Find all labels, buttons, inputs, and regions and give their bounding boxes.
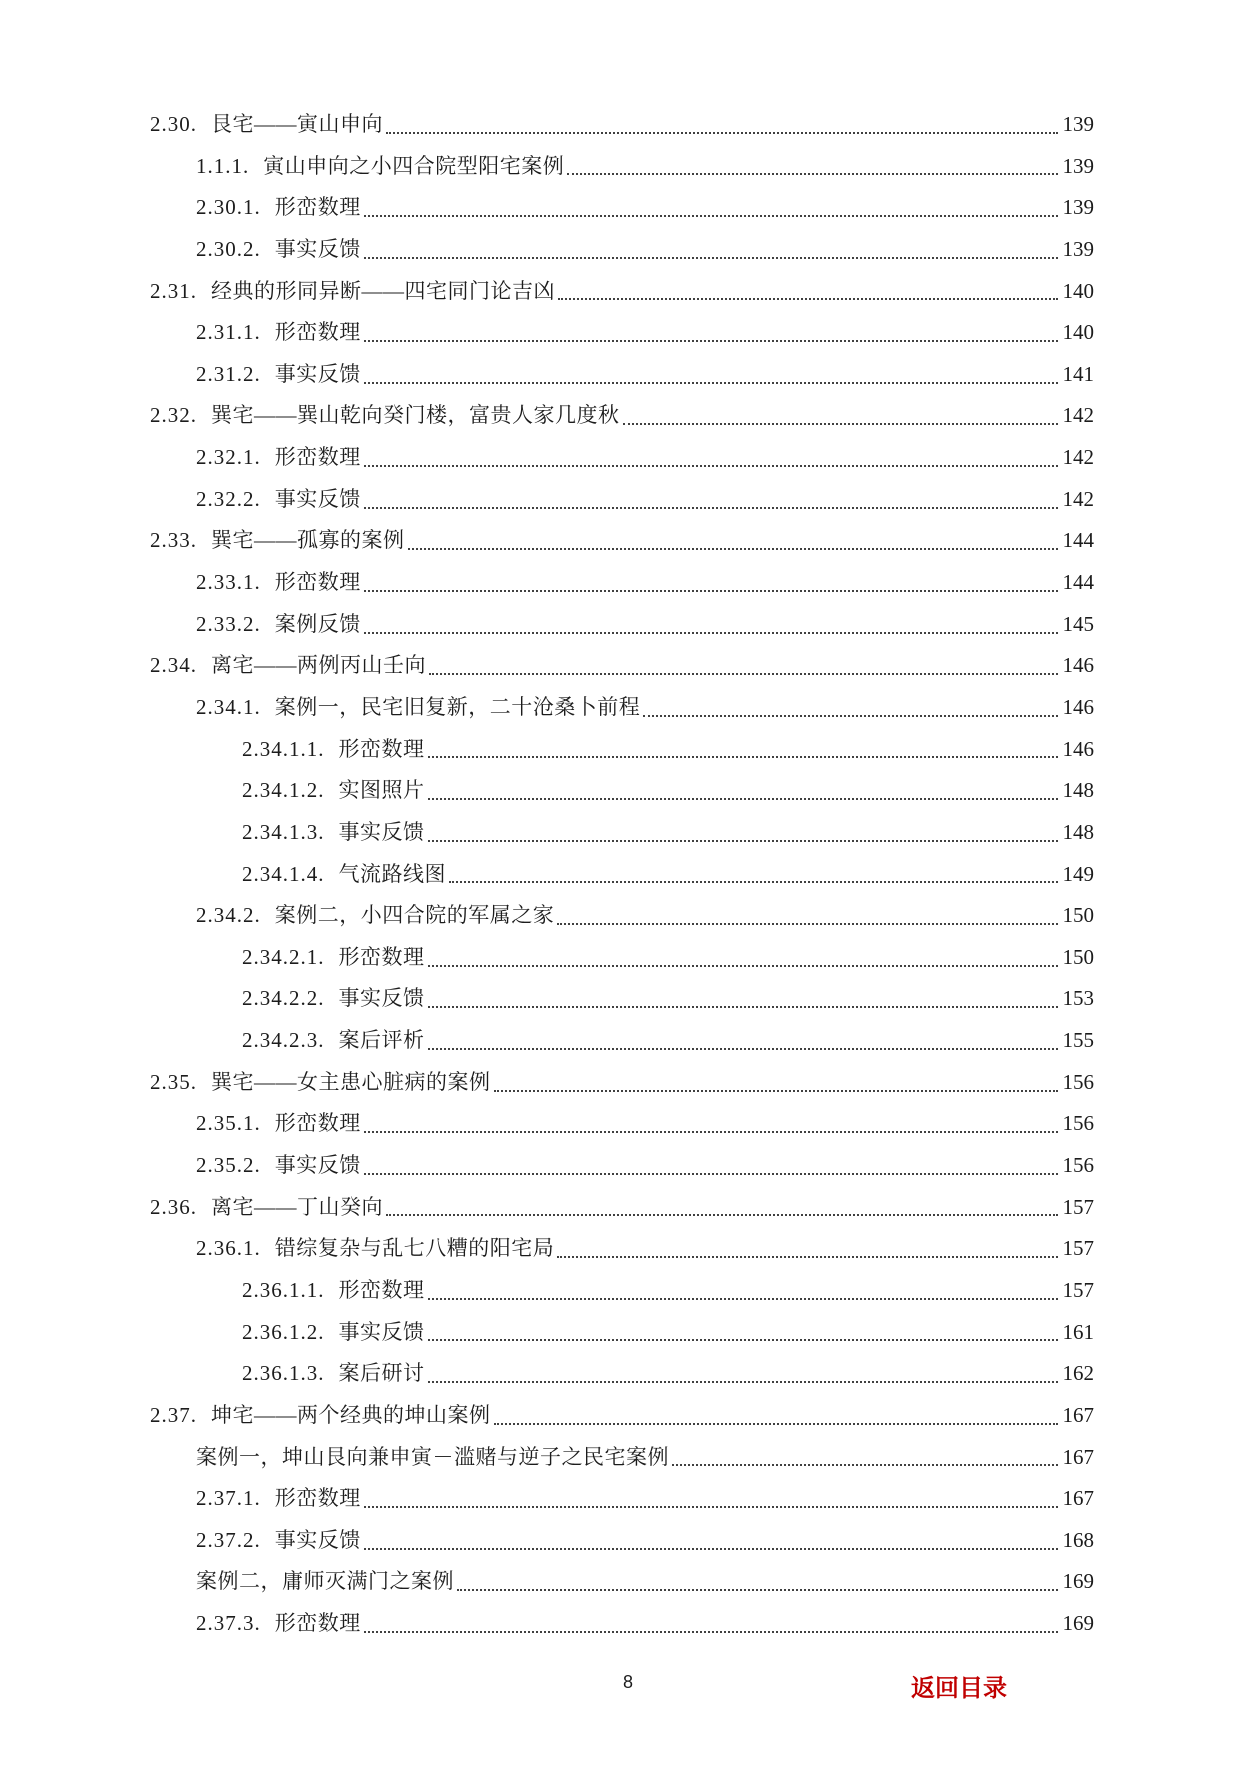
toc-entry[interactable] <box>150 1603 1094 1645</box>
toc-entry[interactable] <box>150 520 1094 562</box>
toc-entry-title: 案例一，民宅旧复新，二十沧桑卜前程 <box>274 694 641 719</box>
toc-entry[interactable] <box>150 895 1094 937</box>
toc-entry[interactable] <box>150 1145 1094 1187</box>
dot-leader <box>494 1090 1058 1092</box>
toc-entry[interactable] <box>150 1437 1094 1479</box>
dot-leader <box>557 1256 1057 1258</box>
toc-entry-page: 142 <box>1062 445 1094 470</box>
toc-entry[interactable] <box>150 1270 1094 1312</box>
toc-entry-page: 169 <box>1062 1611 1094 1636</box>
toc-entry[interactable] <box>150 1228 1094 1270</box>
toc-entry-page: 140 <box>1062 320 1094 345</box>
dot-leader <box>494 1423 1058 1425</box>
toc-entry-number: 2.34.2.1. <box>242 944 325 969</box>
toc-entry-page: 150 <box>1062 944 1094 969</box>
toc-entry-number: 2.37.3. <box>196 1611 261 1636</box>
toc-entry-page: 169 <box>1062 1569 1094 1594</box>
toc-entry-number: 2.31.2. <box>196 361 261 386</box>
toc-entry-title: 经典的形同异断——四宅同门论吉凶 <box>211 278 555 303</box>
toc-entry-number: 2.37. <box>150 1402 197 1427</box>
toc-entry[interactable] <box>150 812 1094 854</box>
toc-entry[interactable] <box>150 1353 1094 1395</box>
toc-entry-number: 2.30.2. <box>196 236 261 261</box>
toc-entry-page: 142 <box>1062 486 1094 511</box>
toc-entry-title: 事实反馈 <box>274 361 361 386</box>
dot-leader <box>364 215 1058 217</box>
dot-leader <box>386 1214 1058 1216</box>
toc-entry-title: 事实反馈 <box>338 986 425 1011</box>
dot-leader <box>364 257 1058 259</box>
toc-entry[interactable] <box>150 645 1094 687</box>
dot-leader <box>429 673 1058 675</box>
toc-entry-title: 案后评析 <box>338 1028 425 1053</box>
toc-entry-page: 139 <box>1062 112 1094 136</box>
toc-entry[interactable] <box>150 978 1094 1020</box>
toc-entry-page: 149 <box>1062 861 1094 886</box>
toc-entry[interactable] <box>150 687 1094 729</box>
toc-entry-title: 形峦数理 <box>274 570 361 595</box>
toc-entry-number: 2.34.1.4. <box>242 861 325 886</box>
toc-entry-page: 157 <box>1062 1194 1094 1219</box>
dot-leader <box>428 756 1058 758</box>
dot-leader <box>364 1506 1058 1508</box>
toc-entry-number: 2.36. <box>150 1194 197 1219</box>
toc-entry-number: 2.36.1.2. <box>242 1319 325 1344</box>
toc-entry-page: 148 <box>1062 819 1094 844</box>
toc-entry-number: 2.32. <box>150 403 197 428</box>
toc-entry[interactable] <box>150 604 1094 646</box>
toc-entry[interactable] <box>150 729 1094 771</box>
toc-entry[interactable] <box>150 1187 1094 1229</box>
back-to-toc-link[interactable]: 返回目录 <box>911 1675 1007 1702</box>
dot-leader <box>428 840 1058 842</box>
toc-entry-page: 162 <box>1062 1361 1094 1386</box>
toc-entry-title: 巽宅——巽山乾向癸门楼，富贵人家几度秋 <box>211 403 620 428</box>
toc-entry-number: 2.34.1.3. <box>242 819 325 844</box>
toc-entry[interactable] <box>150 104 1094 146</box>
toc-entry-title: 形峦数理 <box>338 1277 425 1302</box>
toc-entry[interactable] <box>150 395 1094 437</box>
toc-entry[interactable] <box>150 1062 1094 1104</box>
toc-entry-page: 139 <box>1062 153 1094 178</box>
toc-entry-number: 2.31. <box>150 278 197 303</box>
toc-entry-title: 形峦数理 <box>274 195 361 220</box>
toc-entry-page: 141 <box>1062 361 1094 386</box>
toc-entry-title: 案例一，坤山艮向兼申寅－滥赌与逆子之民宅案例 <box>196 1444 669 1469</box>
toc-entry-title: 案后研讨 <box>338 1361 425 1386</box>
dot-leader <box>557 923 1057 925</box>
dot-leader <box>428 1006 1058 1008</box>
toc-entry-page: 168 <box>1062 1527 1094 1552</box>
dot-leader <box>428 1381 1058 1383</box>
toc-entry-number: 2.34.2. <box>196 903 261 928</box>
toc-entry-title: 案例二，小四合院的军属之家 <box>274 903 555 928</box>
toc-entry-number: 2.31.1. <box>196 320 261 345</box>
toc-entry[interactable] <box>150 437 1094 479</box>
toc-entry-page: 146 <box>1062 736 1094 761</box>
toc-entry-page: 155 <box>1062 1028 1094 1053</box>
dot-leader <box>364 1131 1058 1133</box>
toc-entry-title: 离宅——丁山癸向 <box>211 1194 383 1219</box>
toc-entry[interactable] <box>150 1020 1094 1062</box>
toc-entry-title: 坤宅——两个经典的坤山案例 <box>211 1402 491 1427</box>
toc-entry[interactable] <box>150 354 1094 396</box>
toc-entry-number: 2.34.1.1. <box>242 736 325 761</box>
toc-entry-number: 2.34.2.3. <box>242 1028 325 1053</box>
toc-entry-page: 157 <box>1062 1236 1094 1261</box>
dot-leader <box>364 1631 1058 1633</box>
dot-leader <box>428 798 1058 800</box>
toc-entry-title: 实图照片 <box>338 778 425 803</box>
toc-entry[interactable] <box>150 1478 1094 1520</box>
toc-entry-page: 161 <box>1062 1319 1094 1344</box>
toc-entry[interactable] <box>150 937 1094 979</box>
toc-entry-page: 156 <box>1062 1111 1094 1136</box>
toc-entry-page: 157 <box>1062 1277 1094 1302</box>
toc-entry-title: 案例反馈 <box>274 611 361 636</box>
toc-entry-title: 巽宅——孤寡的案例 <box>211 528 405 553</box>
toc-entry-page: 139 <box>1062 236 1094 261</box>
toc-entry-title: 气流路线图 <box>338 861 446 886</box>
toc-entry-number: 2.30. <box>150 112 197 136</box>
toc-entry-number: 2.36.1.3. <box>242 1361 325 1386</box>
toc-entry-page: 142 <box>1062 403 1094 428</box>
dot-leader <box>364 590 1058 592</box>
toc-entry-title: 案例二，庸师灭满门之案例 <box>196 1569 454 1594</box>
toc-entry-page: 145 <box>1062 611 1094 636</box>
dot-leader <box>408 548 1058 550</box>
dot-leader <box>364 507 1058 509</box>
toc-entry-number: 2.35.2. <box>196 1153 261 1178</box>
dot-leader <box>364 382 1058 384</box>
toc-entry-number: 2.33.2. <box>196 611 261 636</box>
toc-entry[interactable] <box>150 187 1094 229</box>
toc-entry[interactable] <box>150 854 1094 896</box>
toc-entry-title: 事实反馈 <box>338 819 425 844</box>
toc-entry-title: 事实反馈 <box>338 1319 425 1344</box>
toc-entry[interactable] <box>150 562 1094 604</box>
toc-entry-number: 2.35.1. <box>196 1111 261 1136</box>
toc-entry-title: 形峦数理 <box>274 445 361 470</box>
toc-entry-page: 150 <box>1062 903 1094 928</box>
toc-entry-number: 2.36.1. <box>196 1236 261 1261</box>
table-of-contents <box>150 104 1094 1645</box>
dot-leader <box>364 632 1058 634</box>
toc-entry-title: 事实反馈 <box>274 1153 361 1178</box>
toc-entry-number: 2.34. <box>150 653 197 678</box>
toc-entry-number: 2.34.2.2. <box>242 986 325 1011</box>
toc-entry-number: 1.1.1. <box>196 153 250 178</box>
toc-entry-number: 2.35. <box>150 1069 197 1094</box>
toc-entry-page: 140 <box>1062 278 1094 303</box>
toc-entry-number: 2.32.2. <box>196 486 261 511</box>
toc-entry-page: 167 <box>1062 1402 1094 1427</box>
toc-entry-page: 144 <box>1062 570 1094 595</box>
toc-entry[interactable] <box>150 271 1094 313</box>
toc-entry[interactable] <box>150 479 1094 521</box>
toc-entry-title: 形峦数理 <box>274 1111 361 1136</box>
dot-leader <box>558 298 1058 300</box>
toc-entry-number: 2.33.1. <box>196 570 261 595</box>
toc-entry-number: 2.34.1.2. <box>242 778 325 803</box>
dot-leader <box>364 1548 1058 1550</box>
toc-entry[interactable] <box>150 1561 1094 1603</box>
toc-entry-page: 167 <box>1062 1486 1094 1511</box>
toc-entry[interactable] <box>150 312 1094 354</box>
toc-entry-number: 2.33. <box>150 528 197 553</box>
dot-leader <box>364 465 1058 467</box>
toc-entry-title: 形峦数理 <box>274 320 361 345</box>
dot-leader <box>428 1339 1058 1341</box>
toc-entry-title: 形峦数理 <box>274 1611 361 1636</box>
toc-entry-title: 形峦数理 <box>338 944 425 969</box>
toc-entry-title: 形峦数理 <box>274 1486 361 1511</box>
toc-entry[interactable] <box>150 1103 1094 1145</box>
dot-leader <box>567 173 1057 175</box>
toc-entry-page: 146 <box>1062 653 1094 678</box>
dot-leader <box>428 965 1058 967</box>
dot-leader <box>364 340 1058 342</box>
toc-entry[interactable] <box>150 770 1094 812</box>
dot-leader <box>623 423 1058 425</box>
toc-entry-title: 错综复杂与乱七八糟的阳宅局 <box>274 1236 555 1261</box>
toc-entry[interactable] <box>150 146 1094 188</box>
toc-entry-number: 2.37.1. <box>196 1486 261 1511</box>
dot-leader <box>364 1173 1058 1175</box>
toc-entry-title: 艮宅——寅山申向 <box>211 112 383 136</box>
toc-entry-title: 形峦数理 <box>338 736 425 761</box>
toc-entry-page: 148 <box>1062 778 1094 803</box>
toc-entry-number: 2.36.1.1. <box>242 1277 325 1302</box>
dot-leader <box>457 1589 1058 1591</box>
dot-leader <box>449 881 1058 883</box>
toc-entry[interactable] <box>150 1395 1094 1437</box>
toc-entry-page: 156 <box>1062 1153 1094 1178</box>
toc-entry[interactable] <box>150 1520 1094 1562</box>
toc-entry-number: 2.34.1. <box>196 694 261 719</box>
toc-entry[interactable] <box>150 1312 1094 1354</box>
toc-entry-page: 156 <box>1062 1069 1094 1094</box>
toc-entry-title: 事实反馈 <box>274 1527 361 1552</box>
toc-entry-title: 寅山申向之小四合院型阳宅案例 <box>263 153 565 178</box>
toc-entry[interactable] <box>150 229 1094 271</box>
toc-entry-title: 事实反馈 <box>274 486 361 511</box>
dot-leader <box>428 1298 1058 1300</box>
toc-entry-page: 167 <box>1062 1444 1094 1469</box>
toc-entry-number: 2.37.2. <box>196 1527 261 1552</box>
toc-entry-page: 146 <box>1062 694 1094 719</box>
toc-entry-number: 2.32.1. <box>196 445 261 470</box>
toc-entry-title: 事实反馈 <box>274 236 361 261</box>
dot-leader <box>643 715 1057 717</box>
toc-entry-title: 巽宅——女主患心脏病的案例 <box>211 1069 491 1094</box>
toc-entry-page: 139 <box>1062 195 1094 220</box>
dot-leader <box>428 1048 1058 1050</box>
toc-entry-page: 153 <box>1062 986 1094 1011</box>
toc-entry-page: 144 <box>1062 528 1094 553</box>
footer-page-number: 8 <box>622 1672 633 1692</box>
dot-leader <box>672 1464 1058 1466</box>
dot-leader <box>386 132 1058 134</box>
toc-entry-title: 离宅——两例丙山壬向 <box>211 653 426 678</box>
toc-entry-number: 2.30.1. <box>196 195 261 220</box>
